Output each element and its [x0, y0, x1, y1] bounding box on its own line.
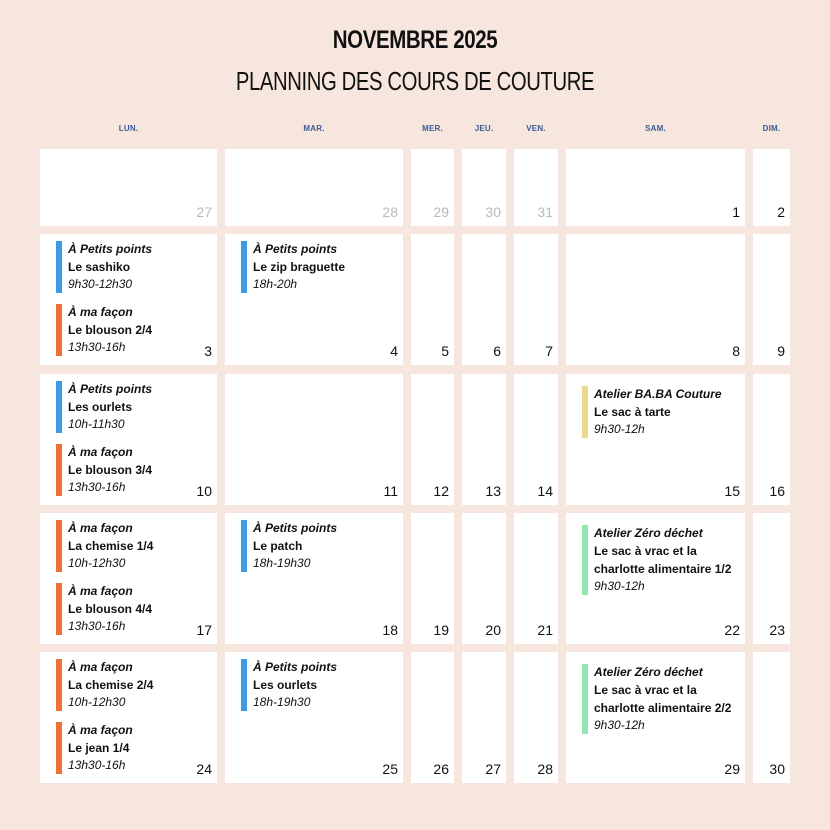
event-time: 9h30-12h30 — [68, 277, 133, 291]
day-number: 30 — [485, 204, 501, 220]
day-cell[interactable] — [411, 652, 454, 783]
event-color-bar — [56, 659, 62, 711]
day-cell[interactable] — [411, 513, 454, 644]
day-cell[interactable] — [566, 652, 745, 783]
day-of-week-ven: VEN. — [526, 124, 546, 133]
day-number: 8 — [732, 343, 740, 359]
day-of-week-sam: SAM. — [645, 124, 666, 133]
day-number: 25 — [382, 761, 398, 777]
day-cell[interactable] — [753, 374, 790, 505]
course-event[interactable] — [56, 444, 215, 496]
day-number: 29 — [724, 761, 740, 777]
event-course: Le blouson 2/4 — [68, 323, 153, 337]
event-time: 9h30-12h — [594, 422, 645, 436]
day-cell[interactable] — [462, 652, 506, 783]
event-organizer: À ma façon — [68, 305, 133, 319]
day-cell[interactable] — [753, 513, 790, 644]
day-cell[interactable] — [462, 374, 506, 505]
day-cell[interactable] — [753, 652, 790, 783]
day-cell[interactable] — [225, 149, 403, 226]
event-color-bar — [241, 659, 247, 711]
day-number: 20 — [485, 622, 501, 638]
day-cell[interactable] — [40, 234, 217, 365]
day-cell[interactable] — [411, 234, 454, 365]
event-time: 13h30-16h — [68, 758, 126, 772]
day-of-week-dim: DIM. — [762, 124, 781, 133]
day-number: 21 — [537, 622, 553, 638]
day-number: 10 — [196, 483, 212, 499]
event-color-bar — [56, 381, 62, 433]
event-course: Le sac à tarte — [594, 405, 671, 419]
course-event[interactable] — [56, 520, 215, 572]
day-number: 13 — [485, 483, 501, 499]
day-cell[interactable] — [462, 149, 506, 226]
day-cell[interactable] — [514, 234, 558, 365]
day-cell[interactable] — [753, 234, 790, 365]
calendar-subtitle: PLANNING DES COURS DE COUTURE — [235, 66, 595, 96]
day-number: 1 — [732, 204, 740, 220]
event-time: 10h-11h30 — [68, 417, 125, 431]
event-course: Le patch — [253, 539, 303, 553]
course-event[interactable] — [56, 304, 215, 356]
day-cell[interactable] — [566, 234, 745, 365]
day-cell[interactable] — [514, 652, 558, 783]
course-event[interactable] — [56, 381, 215, 433]
course-event[interactable] — [56, 241, 215, 293]
day-cell[interactable] — [462, 234, 506, 365]
day-number: 31 — [537, 204, 553, 220]
day-of-week-mer: MER. — [422, 124, 443, 133]
day-cell[interactable] — [411, 149, 454, 226]
event-organizer: À Petits points — [253, 660, 338, 674]
day-cell[interactable] — [225, 234, 403, 365]
event-organizer: Atelier Zéro déchet — [594, 526, 703, 540]
day-number: 15 — [724, 483, 740, 499]
course-event[interactable] — [56, 722, 215, 774]
day-number: 7 — [545, 343, 553, 359]
event-color-bar — [56, 444, 62, 496]
event-organizer: À ma façon — [68, 723, 133, 737]
day-number: 3 — [204, 343, 212, 359]
day-number: 27 — [196, 204, 212, 220]
day-of-week-mar: MAR. — [303, 124, 325, 133]
event-time: 9h30-12h — [594, 718, 645, 732]
event-color-bar — [56, 304, 62, 356]
event-course: Les ourlets — [68, 400, 133, 414]
event-organizer: Atelier BA.BA Couture — [594, 387, 722, 401]
event-time: 10h-12h30 — [68, 695, 126, 709]
day-cell[interactable] — [40, 513, 217, 644]
event-organizer: À Petits points — [253, 242, 338, 256]
course-event[interactable] — [241, 520, 401, 572]
course-event[interactable] — [582, 386, 743, 438]
day-number: 14 — [537, 483, 553, 499]
course-event[interactable] — [56, 659, 215, 711]
day-number: 12 — [433, 483, 449, 499]
event-organizer: À Petits points — [68, 382, 153, 396]
day-number: 17 — [196, 622, 212, 638]
event-course: La chemise 2/4 — [68, 678, 154, 692]
day-cell[interactable] — [514, 374, 558, 505]
event-time: 9h30-12h — [594, 579, 645, 593]
course-event[interactable] — [582, 525, 743, 595]
event-course: Le zip braguette — [253, 260, 346, 274]
day-number: 16 — [769, 483, 785, 499]
day-number: 6 — [493, 343, 501, 359]
day-number: 11 — [383, 483, 398, 499]
event-time: 18h-20h — [253, 277, 298, 291]
event-organizer: À ma façon — [68, 445, 133, 459]
course-event[interactable] — [241, 241, 401, 293]
day-number: 28 — [537, 761, 553, 777]
event-course: Le blouson 3/4 — [68, 463, 153, 477]
event-course: Le sac à vrac et la charlotte alimentaire 1/2 — [594, 544, 732, 576]
event-color-bar — [582, 525, 588, 595]
event-course: Le blouson 4/4 — [68, 602, 153, 616]
event-color-bar — [241, 241, 247, 293]
day-number: 2 — [777, 204, 785, 220]
day-cell[interactable] — [514, 149, 558, 226]
event-organizer: Atelier Zéro déchet — [594, 665, 703, 679]
course-event[interactable] — [241, 659, 401, 711]
day-cell[interactable] — [40, 652, 217, 783]
day-number: 18 — [382, 622, 398, 638]
event-course: Le sashiko — [68, 260, 131, 274]
day-cell[interactable] — [225, 652, 403, 783]
event-color-bar — [582, 664, 588, 734]
event-time: 13h30-16h — [68, 340, 126, 354]
event-color-bar — [582, 386, 588, 438]
day-number: 28 — [382, 204, 398, 220]
day-cell[interactable] — [753, 149, 790, 226]
day-cell[interactable] — [40, 149, 217, 226]
day-cell[interactable] — [40, 374, 217, 505]
event-color-bar — [56, 722, 62, 774]
day-number: 22 — [724, 622, 740, 638]
event-color-bar — [56, 241, 62, 293]
day-number: 4 — [390, 343, 398, 359]
course-event[interactable] — [56, 583, 215, 635]
event-color-bar — [241, 520, 247, 572]
day-of-week-lun: LUN. — [118, 124, 139, 133]
day-number: 24 — [196, 761, 212, 777]
day-cell[interactable] — [514, 513, 558, 644]
event-color-bar — [56, 583, 62, 635]
event-time: 13h30-16h — [68, 480, 126, 494]
calendar-title: NOVEMBRE 2025 — [332, 26, 498, 54]
day-cell[interactable] — [566, 513, 745, 644]
event-course: La chemise 1/4 — [68, 539, 154, 553]
day-number: 27 — [485, 761, 501, 777]
day-cell[interactable] — [566, 374, 745, 505]
day-number: 19 — [433, 622, 449, 638]
day-number: 9 — [777, 343, 785, 359]
event-organizer: À Petits points — [68, 242, 153, 256]
event-time: 18h-19h30 — [253, 556, 311, 570]
event-color-bar — [56, 520, 62, 572]
event-course: Les ourlets — [253, 678, 318, 692]
day-cell[interactable] — [225, 513, 403, 644]
event-organizer: À ma façon — [68, 521, 133, 535]
day-cell[interactable] — [566, 149, 745, 226]
event-time: 18h-19h30 — [253, 695, 311, 709]
day-number: 29 — [433, 204, 449, 220]
event-organizer: À Petits points — [253, 521, 338, 535]
day-number: 5 — [441, 343, 449, 359]
day-cell[interactable] — [462, 513, 506, 644]
day-number: 26 — [433, 761, 449, 777]
day-cell[interactable] — [411, 374, 454, 505]
event-time: 10h-12h30 — [68, 556, 126, 570]
day-number: 30 — [769, 761, 785, 777]
event-organizer: À ma façon — [68, 584, 133, 598]
event-organizer: À ma façon — [68, 660, 133, 674]
day-cell[interactable] — [225, 374, 403, 505]
course-event[interactable] — [582, 664, 743, 734]
event-course: Le jean 1/4 — [68, 741, 130, 755]
day-of-week-jeu: JEU. — [474, 124, 494, 133]
day-number: 23 — [769, 622, 785, 638]
event-time: 13h30-16h — [68, 619, 126, 633]
event-course: Le sac à vrac et la charlotte alimentaire 2/2 — [594, 683, 732, 715]
